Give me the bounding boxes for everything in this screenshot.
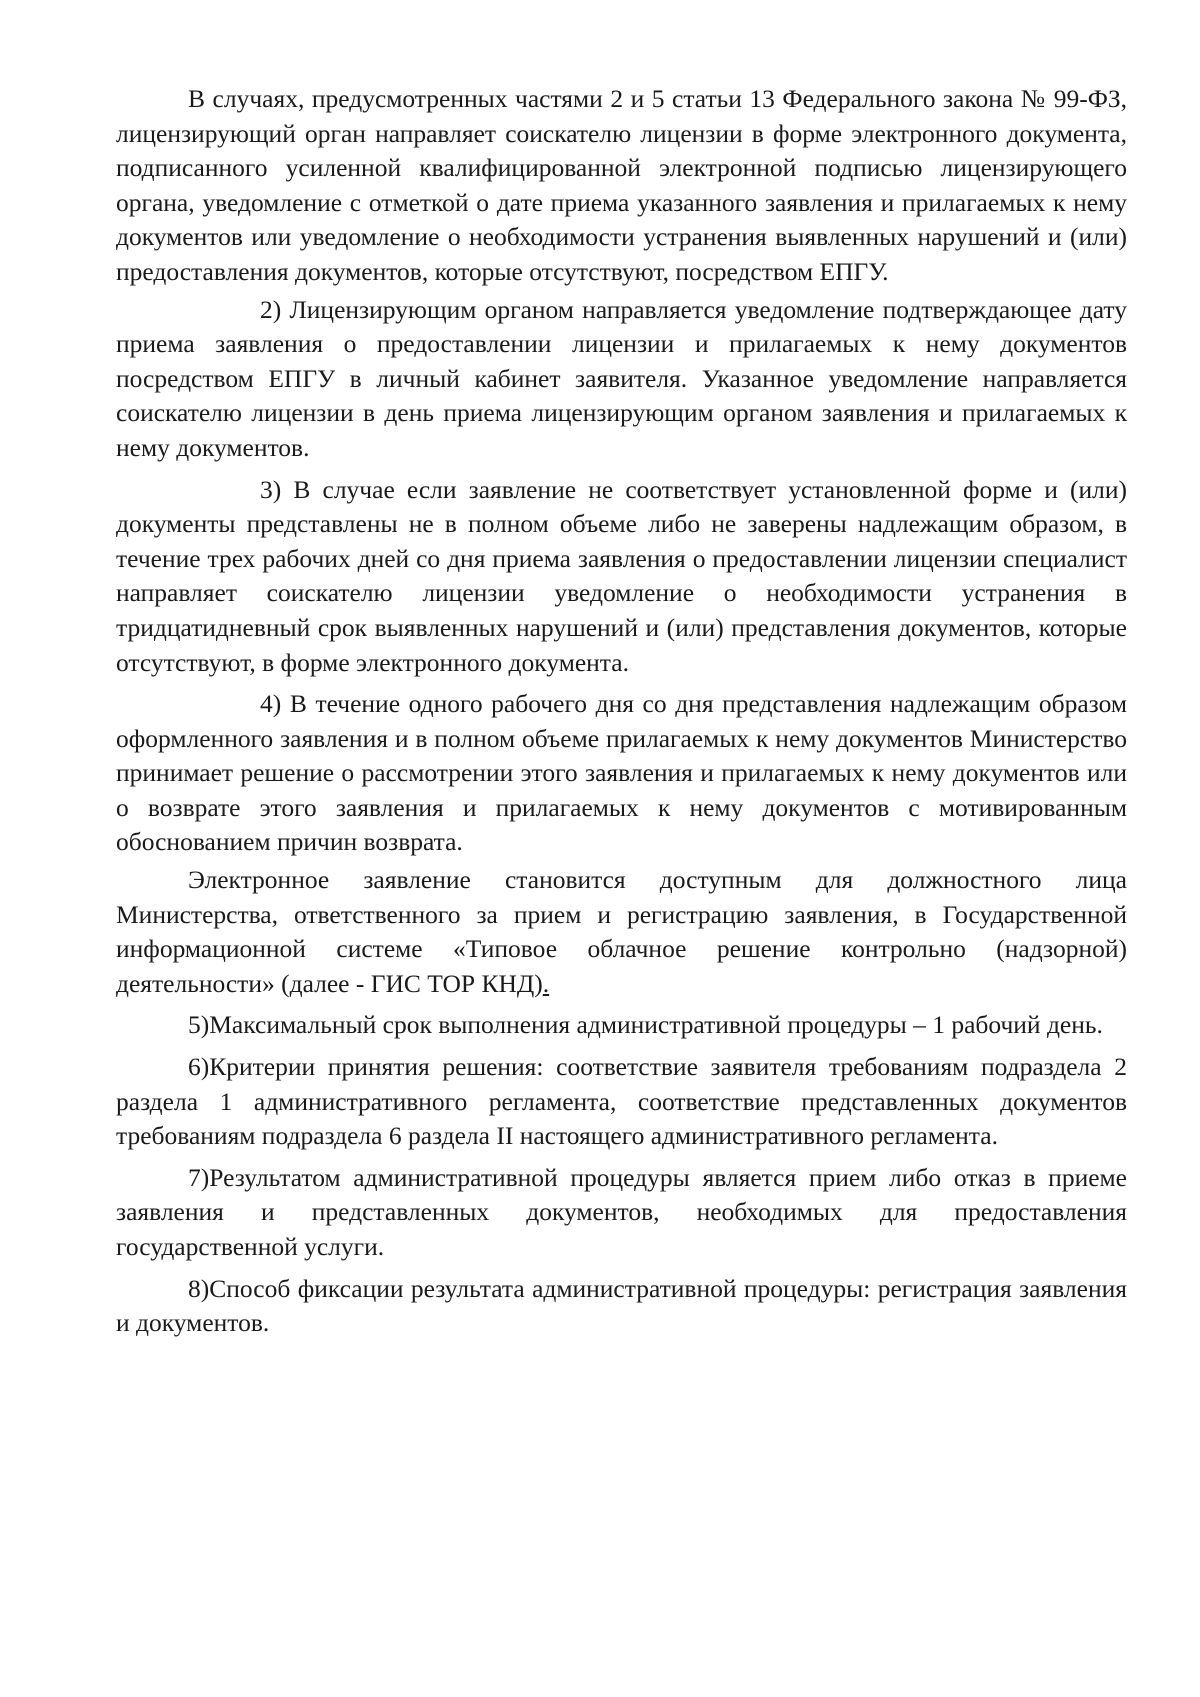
paragraph-item-5	[116, 1008, 1127, 1043]
paragraph-number: 8)	[188, 1273, 210, 1303]
paragraph-number: 5)	[188, 1010, 210, 1040]
paragraph-text: Электронное заявление становится доступным для должностного лица Министерства, ответственного за прием и регистрацию заявления, в Государственной информационной системе «Типовое облачное решение контрольно (надзорной) деятельности» (далее - ГИС ТОР КНД)	[116, 865, 1127, 998]
paragraph-text: В течение одного рабочего дня со дня представления надлежащим образом оформленного заявления и в полном объеме прилагаемых к нему документов Министерство принимает решение о рассмотрении этого заявления и прилагаемых к нему документов или о возврате этого заявления и прилагаемых к нему документов с мотивированным обоснованием причин возврата.	[116, 689, 1127, 857]
paragraph-number: 6)	[188, 1052, 210, 1082]
paragraph-number: 4)	[260, 689, 282, 719]
paragraph-number: 3)	[260, 474, 282, 504]
paragraph-text: Результатом административной процедуры является прием либо отказ в приеме заявления и представленных документов, необходимых для предоставления государственной услуги.	[116, 1162, 1127, 1261]
paragraph-item-4	[116, 687, 1127, 860]
paragraph-item-7	[116, 1161, 1127, 1265]
paragraph-text: Максимальный срок выполнения административной процедуры – 1 рабочий день.	[209, 1010, 1103, 1040]
paragraph-number: 7)	[188, 1162, 210, 1192]
document-page	[116, 82, 1127, 1341]
paragraph-intro	[116, 82, 1127, 290]
paragraph-suffix: .	[542, 968, 550, 998]
paragraph-item-2	[116, 293, 1127, 466]
paragraph-text: Критерии принятия решения: соответствие заявителя требованиям подраздела 2 раздела 1 административного регламента, соответствие представленных документов требованиям подраздела 6 раздела II настоящего административного регламента.	[116, 1052, 1127, 1151]
paragraph-item-6	[116, 1050, 1127, 1154]
paragraph-text: Способ фиксации результата административной процедуры: регистрация заявления и документов.	[116, 1273, 1127, 1338]
paragraph-item-8	[116, 1272, 1127, 1341]
paragraph-electronic-application	[116, 863, 1127, 1001]
paragraph-item-3	[116, 473, 1127, 681]
paragraph-text: В случае если заявление не соответствует установленной форме и (или) документы представлены не в полном объеме либо не заверены надлежащим образом, в течение трех рабочих дней со дня приема заявления о предоставлении лицензии специалист направляет соискателю лицензии уведомление о необходимости устранения в тридцатидневный срок выявленных нарушений и (или) представления документов, которые отсутствуют, в форме электронного документа.	[116, 474, 1128, 677]
paragraph-text: Лицензирующим органом направляется уведомление подтверждающее дату приема заявления о предоставлении лицензии и прилагаемых к нему документов посредством ЕПГУ в личный кабинет заявителя. Указанное уведомление направляется соискателю лицензии в день приема лицензирующим органом заявления и прилагаемых к нему документов.	[116, 294, 1127, 462]
paragraph-text: В случаях, предусмотренных частями 2 и 5 статьи 13 Федерального закона № 99-ФЗ, лицензирующий орган направляет соискателю лицензии в форме электронного документа, подписанного усиленной квалифицированной электронной подписью лицензирующего органа, уведомление с отметкой о дате приема указанного заявления и прилагаемых к нему документов или уведомление о необходимости устранения выявленных нарушений и (или) предоставления документов, которые отсутствуют, посредством ЕПГУ.	[116, 84, 1127, 286]
paragraph-number: 2)	[260, 294, 282, 324]
